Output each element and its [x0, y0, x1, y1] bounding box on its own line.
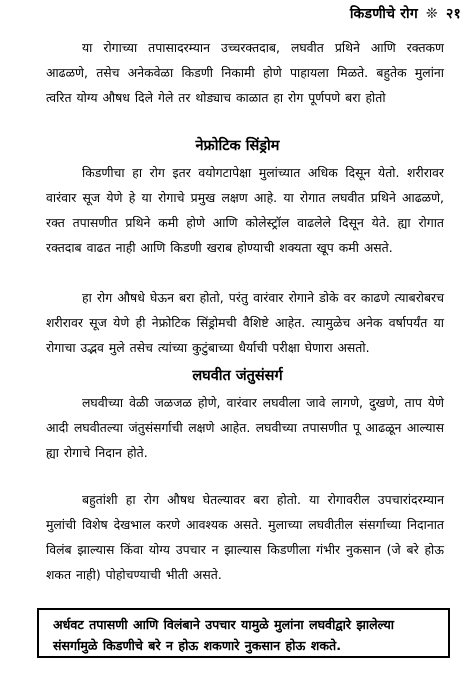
intro-paragraph: या रोगाच्या तपासादरम्यान उच्चरक्तदाब, लघवीत प्रथिने आणि रक्तकण आढळणे, तसेच अनेकवेळा किडणी निकामी होणे पाहायला मिळते. बहुतेक मुलांना त्वरित योग्य औषध दिले गेले तर थोड्याच काळात हा रोग पूर्णपणे बरा होतो [46, 40, 444, 105]
nephrotic-paragraph-2: हा रोग औषधे घेऊन बरा होतो, परंतु वारंवार रोगाने डोके वर काढणे त्याबरोबरच शरीरावर सूज येणे ही नेफ्रोटिक सिंड्रोमची वैशिष्टे आहेत. त्यामुळेच अनेक वर्षापर्यंत या रोगाचा उद्भव मुले तसेच त्यांच्या कुटुंबाच्या धैर्याची परीक्षा घेणारा असतो. [46, 290, 444, 355]
warning-note-box: अर्धवट तपासणी आणि विलंबाने उपचार यामुळे मुलांना लघवीद्वारे झालेल्या संसर्गामुळे किडणीचे बरे न होऊ शकणारे नुकसान होऊ शकते. [37, 608, 450, 658]
running-header [350, 4, 461, 23]
uti-paragraph-1: लघवीच्या वेळी जळजळ होणे, वारंवार लघवीला जावे लागणे, दुखणे, ताप येणे आदी लघवीतल्या जंतुसंसर्गाची लक्षणे आहेत. लघवीच्या तपासणीत पू आढळून आल्यास ह्या रोगाचे निदान होते. [46, 395, 444, 460]
section-heading-nephrotic-syndrome: नेफ्रोटिक सिंड्रोम [195, 138, 280, 154]
nephrotic-paragraph-1: किडणीचा हा रोग इतर वयोगटापेक्षा मुलांच्यात अधिक दिसून येतो. शरीरावर वारंवार सूज येणे हे या रोगाचे प्रमुख लक्षण आहे. या रोगात लघवीत प्रथिने आढळणे, रक्त तपासणीत प्रथिने कमी होणे आणि कोलेस्ट्रॉल वाढलेले दिसून येते. ह्या रोगात रक्तदाब वाढत नाही आणि किडणी खराब होण्याची शक्यता खूप कमी असते. [46, 165, 444, 255]
section-heading-urinary-infection: लघवीत जंतुसंसर्ग [192, 368, 283, 384]
chapter-title: किडणीचे रोग [349, 6, 418, 22]
page-number: २१ [446, 6, 461, 22]
uti-paragraph-2: बहुतांशी हा रोग औषध घेतल्यावर बरा होतो. या रोगावरील उपचारांदरम्यान मुलांची विशेष देखभाल करणे आवश्यक असते. मुलाच्या लघवीतील संसर्गाच्या निदानात विलंब झाल्यास किंवा योग्य उपचार न झाल्यास किडणीला गंभीर नुकसान (जे बरे होऊ शकत नाही) पोहोचण्याची भीती असते. [46, 492, 444, 582]
header-ornament-icon: ❊ [426, 6, 438, 22]
